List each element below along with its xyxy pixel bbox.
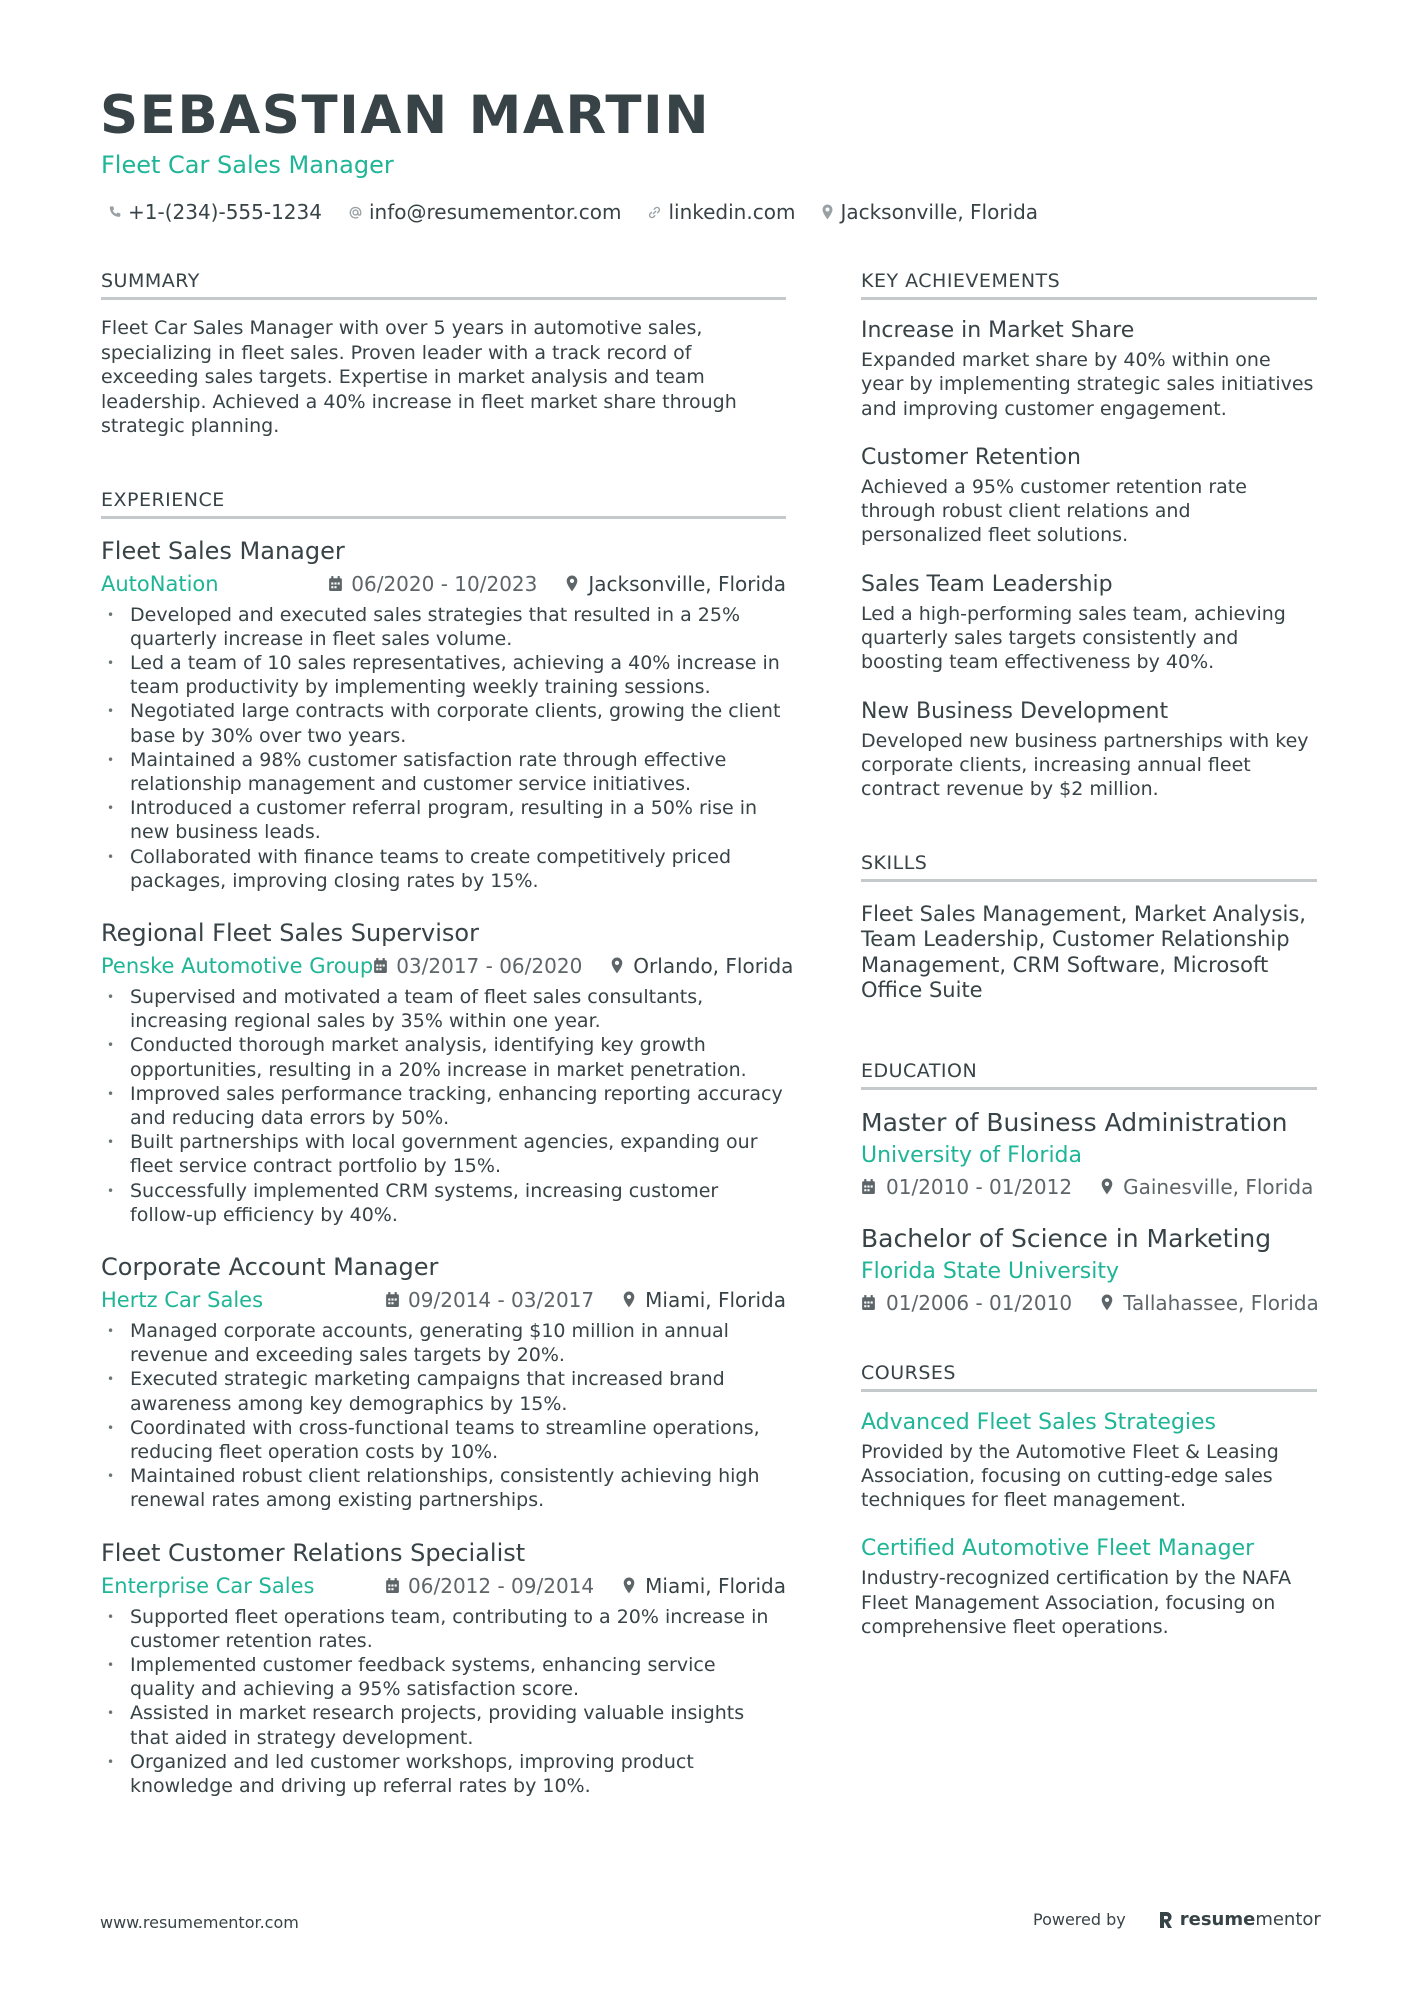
education-heading: EDUCATION <box>861 1058 1317 1090</box>
education-dates <box>861 1175 1072 1199</box>
job-entry <box>101 917 794 1227</box>
calendar-icon <box>861 1294 876 1311</box>
right-column <box>861 268 1317 1677</box>
job-location <box>565 572 786 596</box>
education-location <box>1100 1175 1313 1199</box>
link-icon <box>647 205 662 220</box>
job-dates-text: 03/2017 - 06/2020 <box>396 953 583 978</box>
job-company: AutoNation <box>101 571 219 596</box>
job-meta <box>101 1283 786 1317</box>
job-bullets <box>101 603 786 893</box>
map-pin-icon <box>622 1577 636 1594</box>
job-dates-text: 09/2014 - 03/2017 <box>408 1287 595 1312</box>
course-title: Certified Automotive Fleet Manager <box>861 1536 1255 1562</box>
achievement-item <box>861 697 1317 802</box>
job-title: Regional Fleet Sales Supervisor <box>101 918 479 947</box>
at-icon <box>348 205 363 220</box>
courses-heading: COURSES <box>861 1360 1317 1392</box>
map-pin-icon <box>821 204 834 220</box>
education-location-text: Gainesville, Florida <box>1123 1174 1314 1199</box>
phone-icon <box>108 205 122 219</box>
education-dates <box>861 1291 1072 1315</box>
education-degree: Master of Business Administration <box>861 1107 1288 1137</box>
education-section <box>861 1058 1317 1318</box>
education-dates-text: 01/2006 - 01/2010 <box>886 1290 1073 1315</box>
resumementor-logo-icon <box>1158 1910 1174 1930</box>
job-dates <box>385 1288 594 1312</box>
education-dates-text: 01/2010 - 01/2012 <box>886 1174 1073 1199</box>
location-text: Jacksonville, Florida <box>840 200 1039 224</box>
job-title: Corporate Account Manager <box>101 1252 439 1281</box>
job-company: Penske Automotive Group <box>101 953 374 978</box>
achievement-item <box>861 570 1317 675</box>
bullet: • Assisted in market research projects, providing valuable insights that aided in strategy development. <box>101 1701 786 1749</box>
bullet: • Organized and led customer workshops, improving product knowledge and driving up referral rates by 10%. <box>101 1750 786 1798</box>
achievement-title: New Business Development <box>861 698 1169 724</box>
bullet: • Improved sales performance tracking, enhancing reporting accuracy and reducing data errors by 50%. <box>101 1082 786 1130</box>
bullet: • Collaborated with finance teams to create competitively priced packages, improving closing rates by 15%. <box>101 845 786 893</box>
job-entry <box>101 1251 786 1513</box>
left-column <box>101 268 794 1836</box>
achievement-desc: Led a high-performing sales team, achieving quarterly sales targets consistently and boosting team effectiveness by 40%. <box>861 602 1286 674</box>
achievement-title: Sales Team Leadership <box>861 571 1113 597</box>
achievements-section <box>861 268 1317 802</box>
bullet: • Maintained a 98% customer satisfaction rate through effective relationship management and customer service initiatives. <box>101 748 786 796</box>
skills-heading: SKILLS <box>861 850 1317 882</box>
bullet: • Coordinated with cross-functional teams to streamline operations, reducing fleet operation costs by 10%. <box>101 1416 786 1464</box>
job-location-text: Miami, Florida <box>645 1287 786 1312</box>
job-bullets <box>101 1605 786 1799</box>
calendar-icon <box>385 1291 400 1308</box>
job-company: Enterprise Car Sales <box>101 1573 315 1598</box>
education-meta <box>861 1288 1317 1318</box>
bullet: • Negotiated large contracts with corporate clients, growing the client base by 30% over two years. <box>101 699 786 747</box>
footer-branding <box>1033 1909 1321 1930</box>
brand-name-bold: resume <box>1179 1909 1256 1930</box>
job-company: Hertz Car Sales <box>101 1287 264 1312</box>
job-location <box>610 954 793 978</box>
education-location <box>1100 1291 1319 1315</box>
job-meta <box>101 1569 786 1603</box>
bullet: • Supported fleet operations team, contributing to a 20% increase in customer retention rates. <box>101 1605 786 1653</box>
course-title: Advanced Fleet Sales Strategies <box>861 1409 1217 1435</box>
education-school: Florida State University <box>861 1258 1120 1284</box>
bullet: • Implemented customer feedback systems, enhancing service quality and achieving a 95% satisfaction score. <box>101 1653 786 1701</box>
bullet: • Developed and executed sales strategies that resulted in a 25% quarterly increase in fleet sales volume. <box>101 603 786 651</box>
job-dates <box>385 1574 594 1598</box>
summary-text: Fleet Car Sales Manager with over 5 years in automotive sales, specializing in fleet sales. Proven leader with a track record of exceeding sales targets. Expertise in market analysis and team leadership. Achieved a 40% increase in fleet market share through strategic planning. <box>101 317 737 437</box>
job-dates <box>373 954 582 978</box>
contact-location <box>821 198 1038 226</box>
course-desc: Industry-recognized certification by the NAFA Fleet Management Association, focusing on comprehensive fleet operations. <box>861 1567 1292 1639</box>
bullet: • Supervised and motivated a team of fleet sales consultants, increasing regional sales by 35% within one year. <box>101 985 786 1033</box>
phone-text: +1-(234)-555-1234 <box>128 200 322 224</box>
bullet: • Managed corporate accounts, generating $10 million in annual revenue and exceeding sales targets by 20%. <box>101 1319 786 1367</box>
skills-section <box>861 850 1317 1004</box>
bullet: • Conducted thorough market analysis, identifying key growth opportunities, resulting in a 20% increase in market penetration. <box>101 1033 786 1081</box>
calendar-icon <box>328 575 343 592</box>
bullet: • Led a team of 10 sales representatives, achieving a 40% increase in team productivity by implementing weekly training sessions. <box>101 651 786 699</box>
job-title: Fleet Customer Relations Specialist <box>101 1538 526 1567</box>
job-location-text: Jacksonville, Florida <box>588 571 786 596</box>
contact-bar <box>108 198 1064 226</box>
education-item <box>861 1222 1317 1318</box>
bullet: • Executed strategic marketing campaigns that increased brand awareness among key demographics by 15%. <box>101 1367 786 1415</box>
job-title: Fleet Sales Manager <box>101 536 345 565</box>
linkedin-text: linkedin.com <box>668 200 796 224</box>
summary-section <box>101 268 786 439</box>
education-school: University of Florida <box>861 1142 1082 1168</box>
map-pin-icon <box>622 1291 636 1308</box>
course-item <box>861 1408 1317 1513</box>
job-bullets <box>101 1319 786 1513</box>
achievement-desc: Achieved a 95% customer retention rate through robust client relations and personalized fleet solutions. <box>861 475 1247 547</box>
contact-email[interactable] <box>348 198 621 226</box>
courses-section <box>861 1360 1317 1640</box>
course-item <box>861 1534 1317 1639</box>
calendar-icon <box>385 1577 400 1594</box>
candidate-name: SEBASTIAN MARTIN <box>100 85 711 146</box>
job-bullets <box>101 985 786 1227</box>
candidate-title: Fleet Car Sales Manager <box>101 151 394 179</box>
summary-heading: SUMMARY <box>101 268 786 300</box>
achievement-desc: Developed new business partnerships with key corporate clients, increasing annual fleet contract revenue by $2 million. <box>861 729 1309 801</box>
job-location-text: Orlando, Florida <box>633 953 794 978</box>
job-entry <box>101 535 786 893</box>
bullet: • Built partnerships with local government agencies, expanding our fleet service contract portfolio by 15%. <box>101 1130 786 1178</box>
skills-text: Fleet Sales Management, Market Analysis, Team Leadership, Customer Relationship Management, CRM Software, Microsoft Office Suite <box>861 901 1306 1003</box>
job-location <box>622 1574 786 1598</box>
achievements-heading: KEY ACHIEVEMENTS <box>861 268 1317 300</box>
email-text: info@resumementor.com <box>368 200 622 224</box>
job-dates-text: 06/2020 - 10/2023 <box>351 571 538 596</box>
contact-phone[interactable] <box>108 198 322 226</box>
job-entry <box>101 1537 786 1799</box>
achievement-item <box>861 443 1317 548</box>
job-dates <box>328 572 537 596</box>
map-pin-icon <box>565 575 579 592</box>
powered-by-label: Powered by <box>1033 1910 1126 1929</box>
job-meta <box>101 567 786 601</box>
education-item <box>861 1106 1317 1202</box>
course-desc: Provided by the Automotive Fleet & Leasing Association, focusing on cutting-edge sales techniques for fleet management. <box>861 1440 1279 1512</box>
achievement-item <box>861 316 1317 421</box>
brand-name-regular: mentor <box>1255 1909 1321 1930</box>
bullet: • Successfully implemented CRM systems, increasing customer follow-up efficiency by 40%. <box>101 1179 786 1227</box>
map-pin-icon <box>1100 1178 1114 1195</box>
job-meta <box>101 949 794 983</box>
job-location-text: Miami, Florida <box>645 1573 786 1598</box>
brand-logo[interactable] <box>1158 1909 1321 1930</box>
calendar-icon <box>373 957 388 974</box>
contact-linkedin[interactable] <box>647 198 795 226</box>
education-degree: Bachelor of Science in Marketing <box>861 1223 1272 1253</box>
education-meta <box>861 1172 1317 1202</box>
footer-website[interactable]: www.resumementor.com <box>100 1913 299 1932</box>
job-location <box>622 1288 786 1312</box>
achievement-desc: Expanded market share by 40% within one year by implementing strategic sales initiatives and improving customer engagement. <box>861 349 1314 420</box>
achievement-title: Customer Retention <box>861 444 1081 470</box>
experience-section <box>101 487 794 1799</box>
map-pin-icon <box>1100 1294 1114 1311</box>
map-pin-icon <box>610 957 624 974</box>
bullet: • Introduced a customer referral program, resulting in a 50% rise in new business leads. <box>101 796 786 844</box>
achievement-title: Increase in Market Share <box>861 318 1135 343</box>
job-dates-text: 06/2012 - 09/2014 <box>408 1573 595 1598</box>
education-location-text: Tallahassee, Florida <box>1123 1290 1319 1315</box>
calendar-icon <box>861 1178 876 1195</box>
experience-heading: EXPERIENCE <box>101 487 786 519</box>
bullet: • Maintained robust client relationships, consistently achieving high renewal rates among existing partnerships. <box>101 1464 786 1512</box>
